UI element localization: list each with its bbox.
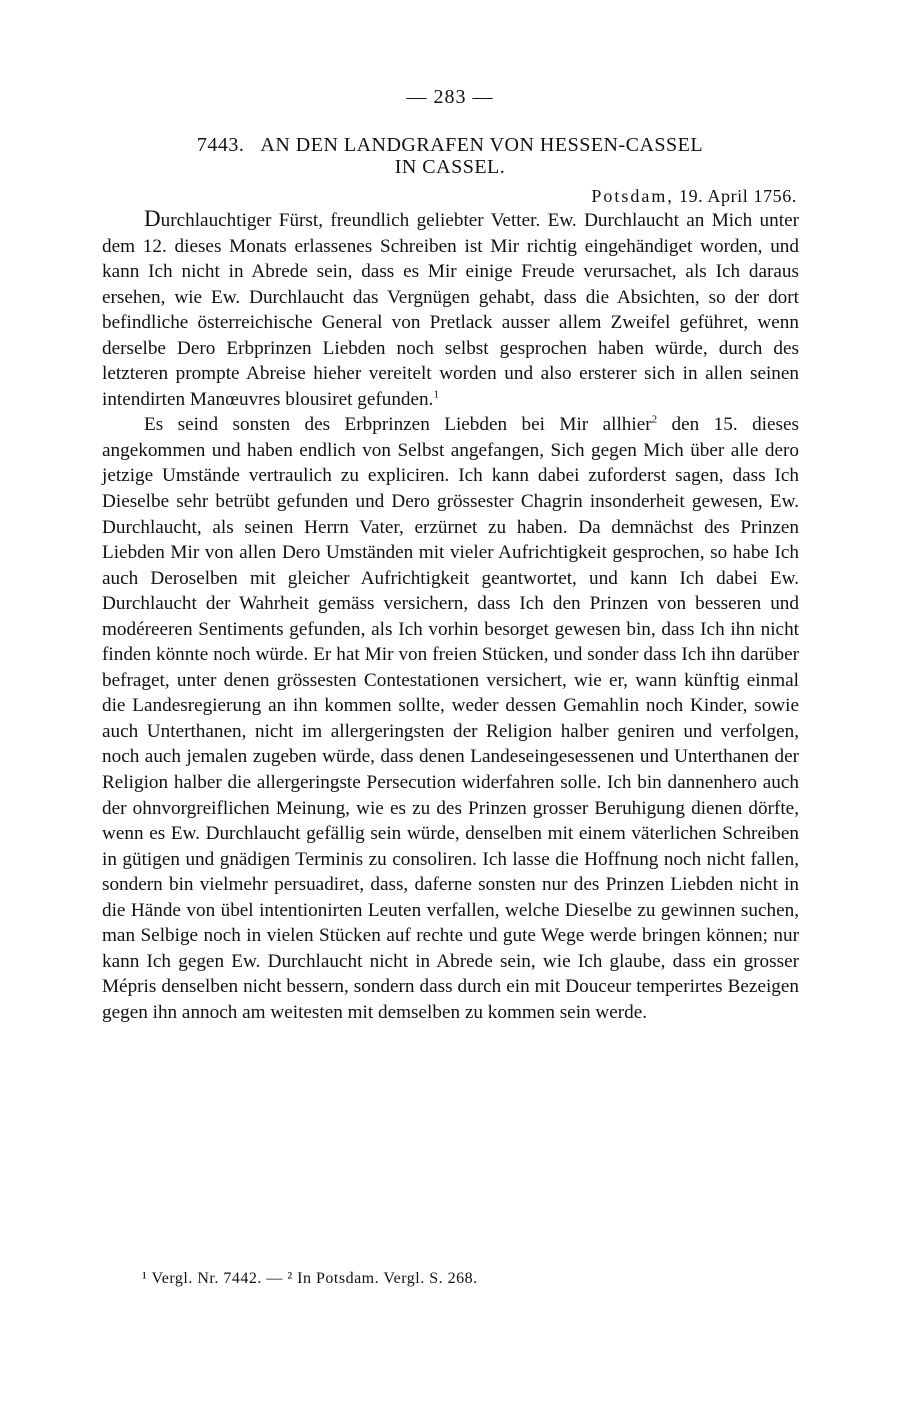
paragraph-2-text-b: den 15. dieses angekommen und haben endlich von Selbst angefangen, Sich gegen Mich über alle dero jetzige Umstände vertraulich zu expliciren. Ich kann dabei zuforderst sagen, dass Ich Dieselbe sehr betrübt gefunden und Dero grössester Chagrin insonderheit gewesen, Ew. Durchlaucht, als seinen Herrn Vater, erzürnet zu haben. Da demnächst des Prinzen Liebden Mir von allen Dero Umständen mit vieler Aufrichtigkeit gesprochen, so habe Ich auch Deroselben mit gleicher Aufrichtigkeit geantwortet, und kann Ich dabei Ew. Durchlaucht der Wahrheit gemäss versichern, dass Ich den Prinzen von besseren und modéreeren Sentiments gefunden, als Ich vorhin besorget gewesen bin, dass Ich ihn nicht finden könnte noch würde. Er hat Mir von freien Stücken, und sonder dass Ich ihn darüber befraget, unter denen grössesten Contestationen versichert, wie er, wann künftig einmal die Landesregierung an ihn kommen sollte, weder dessen Gemahlin noch Kinder, sowie auch Unterthanen, nicht im allergeringsten der Religion halber geniren und verfolgen, noch auch jemalen zugeben würde, dass denen Landeseingesessenen und Unterthanen der Religion halber die allergeringste Persecution widerfahren solle. Ich bin dannenhero auch der ohnvorgreiflichen Meinung, wie es zu des Prinzen grosser Beruhigung dienen dörfte, wenn es Ew. Durchlaucht gefällig sein würde, denselben mit einem väterlichen Schreiben in gütigen und gnädigen Terminis zu consoliren. Ich lasse die Hoffnung noch nicht fallen, sondern bin vielmehr persuadiret, dass, daferne sonsten nur des Prinzen Liebden nicht in die Hände von übel intentionirten Leuten verfallen, welche Dieselbe zu gewinnen suchen, man Selbige noch in vielen Stücken auf rechte und gute Wege werde bringen können; nur kann Ich gegen Ew. Durchlaucht nicht in Abrede sein, wie Ich glaube, dass ein grosser Mépris denselben nicht bessern, sondern dass durch ein mit Douceur temperirtes Bezeigen gegen ihn annoch am weitesten mit demselben zu kommen sein werde. (102, 414, 799, 1023)
paragraph-2 (102, 412, 799, 1025)
document-number: 7443. (196, 134, 245, 156)
footnote-ref-1: 1 (433, 388, 439, 401)
dateline-date: 19. April 1756. (678, 186, 797, 206)
paragraph-1-text: urchlauchtiger Fürst, freundlich geliebter Vetter. Ew. Durchlaucht an Mich unter dem 12. dieses Monats erlassenes Schreiben ist Mir richtig eingehändiget worden, und kann Ich nicht in Abrede sein, dass es Mir einige Freude verursachet, als Ich daraus ersehen, wie Ew. Durchlaucht das Vergnügen gehabt, dass die Absichten, so der dort befindliche österreichische General von Pretlack ausser allem Zweifel geführet, wenn derselbe Dero Erbprinzen Liebden noch selbst gesprochen haben würde, durch des letzteren prompte Abreise hieher vereitelt worden und also ersterer sich in allen seinen intendirten Manœuvres blousiret gefunden. (102, 210, 799, 410)
heading-line-1 (130, 134, 770, 156)
footnote-ref-2: 2 (651, 413, 658, 426)
footnotes: ¹ Vergl. Nr. 7442. — ² In Potsdam. Vergl. S. 268. (142, 1270, 478, 1287)
heading-title-line2: IN CASSEL. (394, 156, 506, 178)
dateline (591, 186, 797, 207)
initial-letter: D (144, 206, 161, 231)
dateline-place: Potsdam, (591, 186, 674, 206)
heading-title-line1: AN DEN LANDGRAFEN VON HESSEN-CASSEL (260, 134, 704, 156)
letter-body (102, 206, 799, 1026)
paragraph-2-text-a: Es seind sonsten des Erbprinzen Liebden bei Mir allhier (144, 414, 652, 436)
document-heading (130, 134, 770, 178)
paragraph-1 (102, 206, 799, 412)
page-number-header: — 283 — (406, 86, 494, 108)
